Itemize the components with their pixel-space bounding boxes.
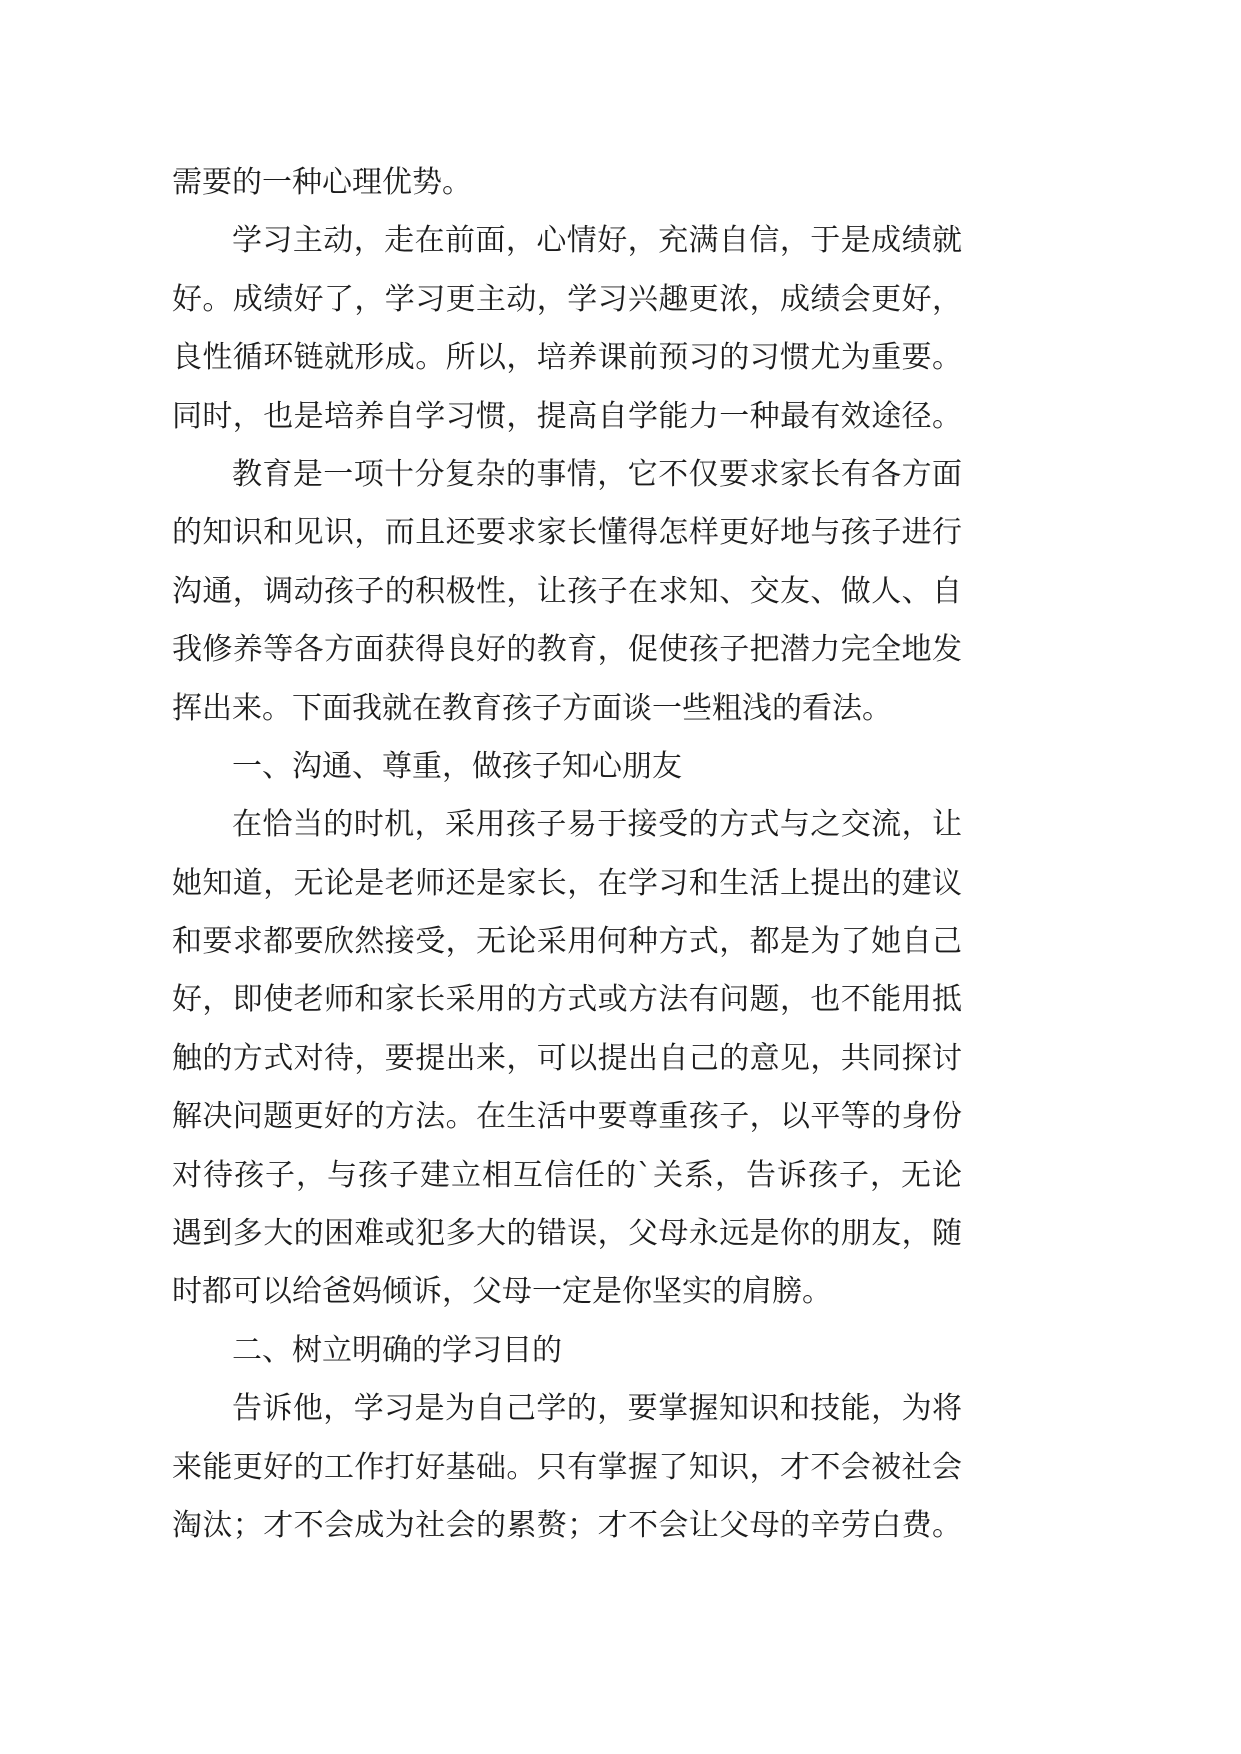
text-line: 时都可以给爸妈倾诉，父母一定是你坚实的肩膀。 <box>172 1274 832 1310</box>
heading-text: 一、沟通、尊重，做孩子知心朋友 <box>232 748 682 784</box>
text-line: 解决问题更好的方法。在生活中要尊重孩子，以平等的身份 <box>172 1099 962 1135</box>
text-line: 挥出来。下面我就在教育孩子方面谈一些粗浅的看法。 <box>172 690 892 726</box>
text-line: 对待孩子，与孩子建立相互信任的`关系，告诉孩子，无论 <box>172 1157 962 1193</box>
text-line: 她知道，无论是老师还是家长，在学习和生活上提出的建议 <box>172 865 962 901</box>
text-line: 学习主动，走在前面，心情好，充满自信，于是成绩就 <box>232 223 962 259</box>
text-line: 来能更好的工作打好基础。只有掌握了知识，才不会被社会 <box>172 1449 962 1485</box>
section-heading-1 <box>172 738 962 796</box>
text-line: 同时，也是培养自学习惯，提高自学能力一种最有效途径。 <box>172 398 962 434</box>
text-line: 触的方式对待，要提出来，可以提出自己的意见，共同探讨 <box>172 1040 962 1076</box>
text-line: 沟通，调动孩子的积极性，让孩子在求知、交友、做人、自 <box>172 573 962 609</box>
paragraph-continuation <box>172 154 962 212</box>
text-line: 遇到多大的困难或犯多大的错误，父母永远是你的朋友，随 <box>172 1216 962 1252</box>
text-line: 好，即使老师和家长采用的方式或方法有问题，也不能用抵 <box>172 982 962 1018</box>
body-text <box>172 154 962 1555</box>
text-line: 的知识和见识，而且还要求家长懂得怎样更好地与孩子进行 <box>172 515 962 551</box>
text-line: 和要求都要欣然接受，无论采用何种方式，都是为了她自己 <box>172 924 962 960</box>
paragraph-communication <box>172 796 962 1322</box>
text-line: 良性循环链就形成。所以，培养课前预习的习惯尤为重要。 <box>172 340 962 376</box>
text-line: 告诉他，学习是为自己学的，要掌握知识和技能，为将 <box>232 1391 962 1427</box>
heading-text: 二、树立明确的学习目的 <box>232 1332 562 1368</box>
paragraph-study-goal <box>172 1380 962 1555</box>
paragraph-study-initiative <box>172 212 962 446</box>
text-line: 教育是一项十分复杂的事情，它不仅要求家长有各方面 <box>232 456 962 492</box>
paragraph-education-intro <box>172 446 962 738</box>
text-line: 我修养等各方面获得良好的教育，促使孩子把潜力完全地发 <box>172 632 962 668</box>
text-line: 好。成绩好了，学习更主动，学习兴趣更浓，成绩会更好， <box>172 281 962 317</box>
text-line: 在恰当的时机，采用孩子易于接受的方式与之交流，让 <box>232 807 962 843</box>
section-heading-2 <box>172 1322 962 1380</box>
text-line: 需要的一种心理优势。 <box>172 165 472 200</box>
text-line: 淘汰；才不会成为社会的累赘；才不会让父母的辛劳白费。 <box>172 1507 962 1543</box>
